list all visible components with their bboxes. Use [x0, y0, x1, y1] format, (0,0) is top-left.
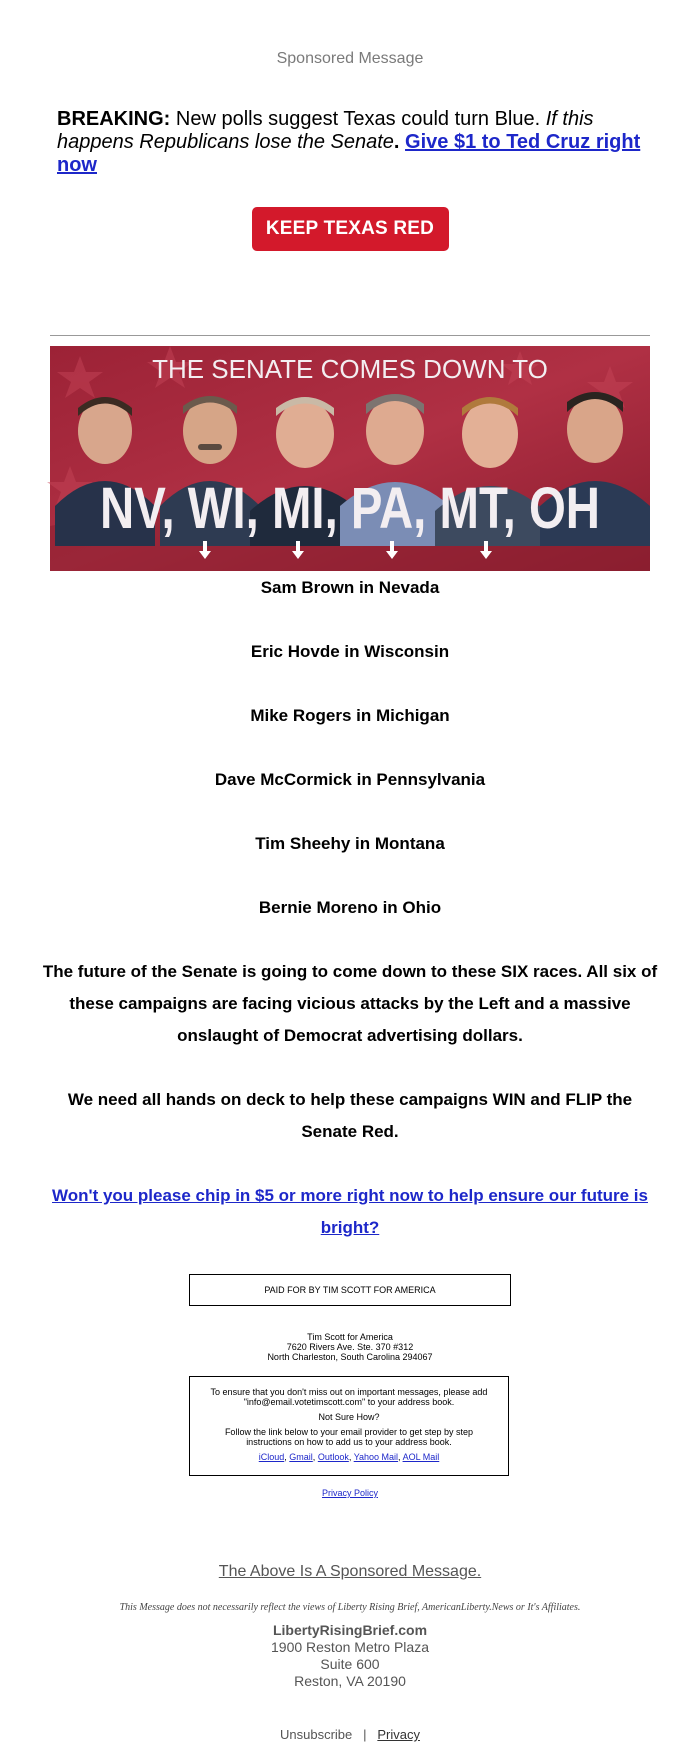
privacy-link[interactable]: Privacy [377, 1727, 420, 1742]
breaking-paragraph [57, 108, 657, 177]
address-book-notice [189, 1376, 509, 1476]
notice-text: To ensure that you don't miss out on important messages, please add "info@email.votetimscott.com" to your address book. [210, 1387, 488, 1407]
give-ted-cruz-link[interactable]: Give $1 to Ted Cruz right now [57, 131, 641, 176]
breaking-label: BREAKING: [57, 108, 171, 130]
body-paragraph-2: We need all hands on deck to help these campaigns WIN and FLIP the Senate Red. [67, 1090, 633, 1141]
breaking-italic: If this happens Republicans lose the Senate [57, 108, 594, 153]
footer-divider: | [363, 1727, 367, 1742]
address-line-1: Tim Scott for America [307, 1332, 393, 1342]
notice-instructions: Follow the link below to your email provider to get step by step instructions on how to add us to your address book. [224, 1427, 474, 1447]
provider-link-aol[interactable]: AOL Mail [402, 1452, 440, 1462]
provider-separator: , [312, 1452, 318, 1462]
cta-wrap [0, 207, 700, 251]
banner-states: NV, WI, MI, PA, MT, OH [100, 476, 600, 541]
provider-separator: , [348, 1452, 354, 1462]
notice-question: Not Sure How? [318, 1412, 380, 1422]
race-item: Bernie Moreno in Ohio [258, 898, 442, 917]
race-item: Mike Rogers in Michigan [250, 706, 450, 725]
body-copy [40, 956, 660, 1244]
breaking-period: . [393, 131, 406, 153]
divider [50, 335, 650, 336]
paid-for-box: PAID FOR BY TIM SCOTT FOR AMERICA [189, 1274, 511, 1306]
unsubscribe-link[interactable]: Unsubscribe [280, 1727, 353, 1742]
address-line-2: 7620 Rivers Ave. Ste. 370 #312 [286, 1342, 414, 1352]
race-item: Dave McCormick in Pennsylvania [214, 770, 486, 789]
race-item: Tim Sheehy in Montana [255, 834, 445, 853]
provider-separator: , [398, 1452, 403, 1462]
sponsored-label: Sponsored Message [276, 50, 424, 67]
publisher-address-1: 1900 Reston Metro Plaza [271, 1639, 429, 1655]
breaking-text: New polls suggest Texas could turn Blue. [170, 108, 546, 130]
privacy-policy-link[interactable]: Privacy Policy [321, 1488, 378, 1498]
provider-link-icloud[interactable]: iCloud [258, 1452, 285, 1462]
publisher-footer [0, 1622, 700, 1690]
sponsored-footer-note: The Above Is A Sponsored Message. [218, 1563, 482, 1580]
race-item: Eric Hovde in Wisconsin [250, 642, 450, 661]
banner-title: THE SENATE COMES DOWN TO [152, 354, 548, 384]
address-line-3: North Charleston, South Carolina 294067 [267, 1352, 433, 1362]
race-list [0, 576, 700, 960]
provider-link-yahoo[interactable]: Yahoo Mail [353, 1452, 399, 1462]
provider-link-outlook[interactable]: Outlook [317, 1452, 349, 1462]
provider-separator: , [284, 1452, 290, 1462]
publisher-brand: LibertyRisingBrief.com [272, 1622, 428, 1638]
committee-address [0, 1332, 700, 1362]
provider-link-gmail[interactable]: Gmail [289, 1452, 313, 1462]
privacy-policy-wrap [0, 1488, 700, 1498]
publisher-address-3: Reston, VA 20190 [294, 1673, 406, 1689]
keep-texas-red-button[interactable]: KEEP TEXAS RED [252, 207, 449, 251]
provider-links [210, 1452, 488, 1462]
senate-races-banner[interactable] [50, 346, 650, 571]
chip-in-link[interactable]: Won't you please chip in $5 or more right now to help ensure our future is bright? [52, 1186, 648, 1237]
race-item: Sam Brown in Nevada [260, 578, 440, 597]
footer-links [0, 1727, 700, 1742]
publisher-address-2: Suite 600 [320, 1656, 380, 1672]
disclaimer: This Message does not necessarily reflect the views of Liberty Rising Brief, AmericanLiberty.News or It's Affiliates. [119, 1602, 581, 1613]
body-paragraph-1: The future of the Senate is going to come down to these SIX races. All six of these campaigns are facing vicious attacks by the Left and a massive onslaught of Democrat advertising dollars. [42, 962, 658, 1045]
